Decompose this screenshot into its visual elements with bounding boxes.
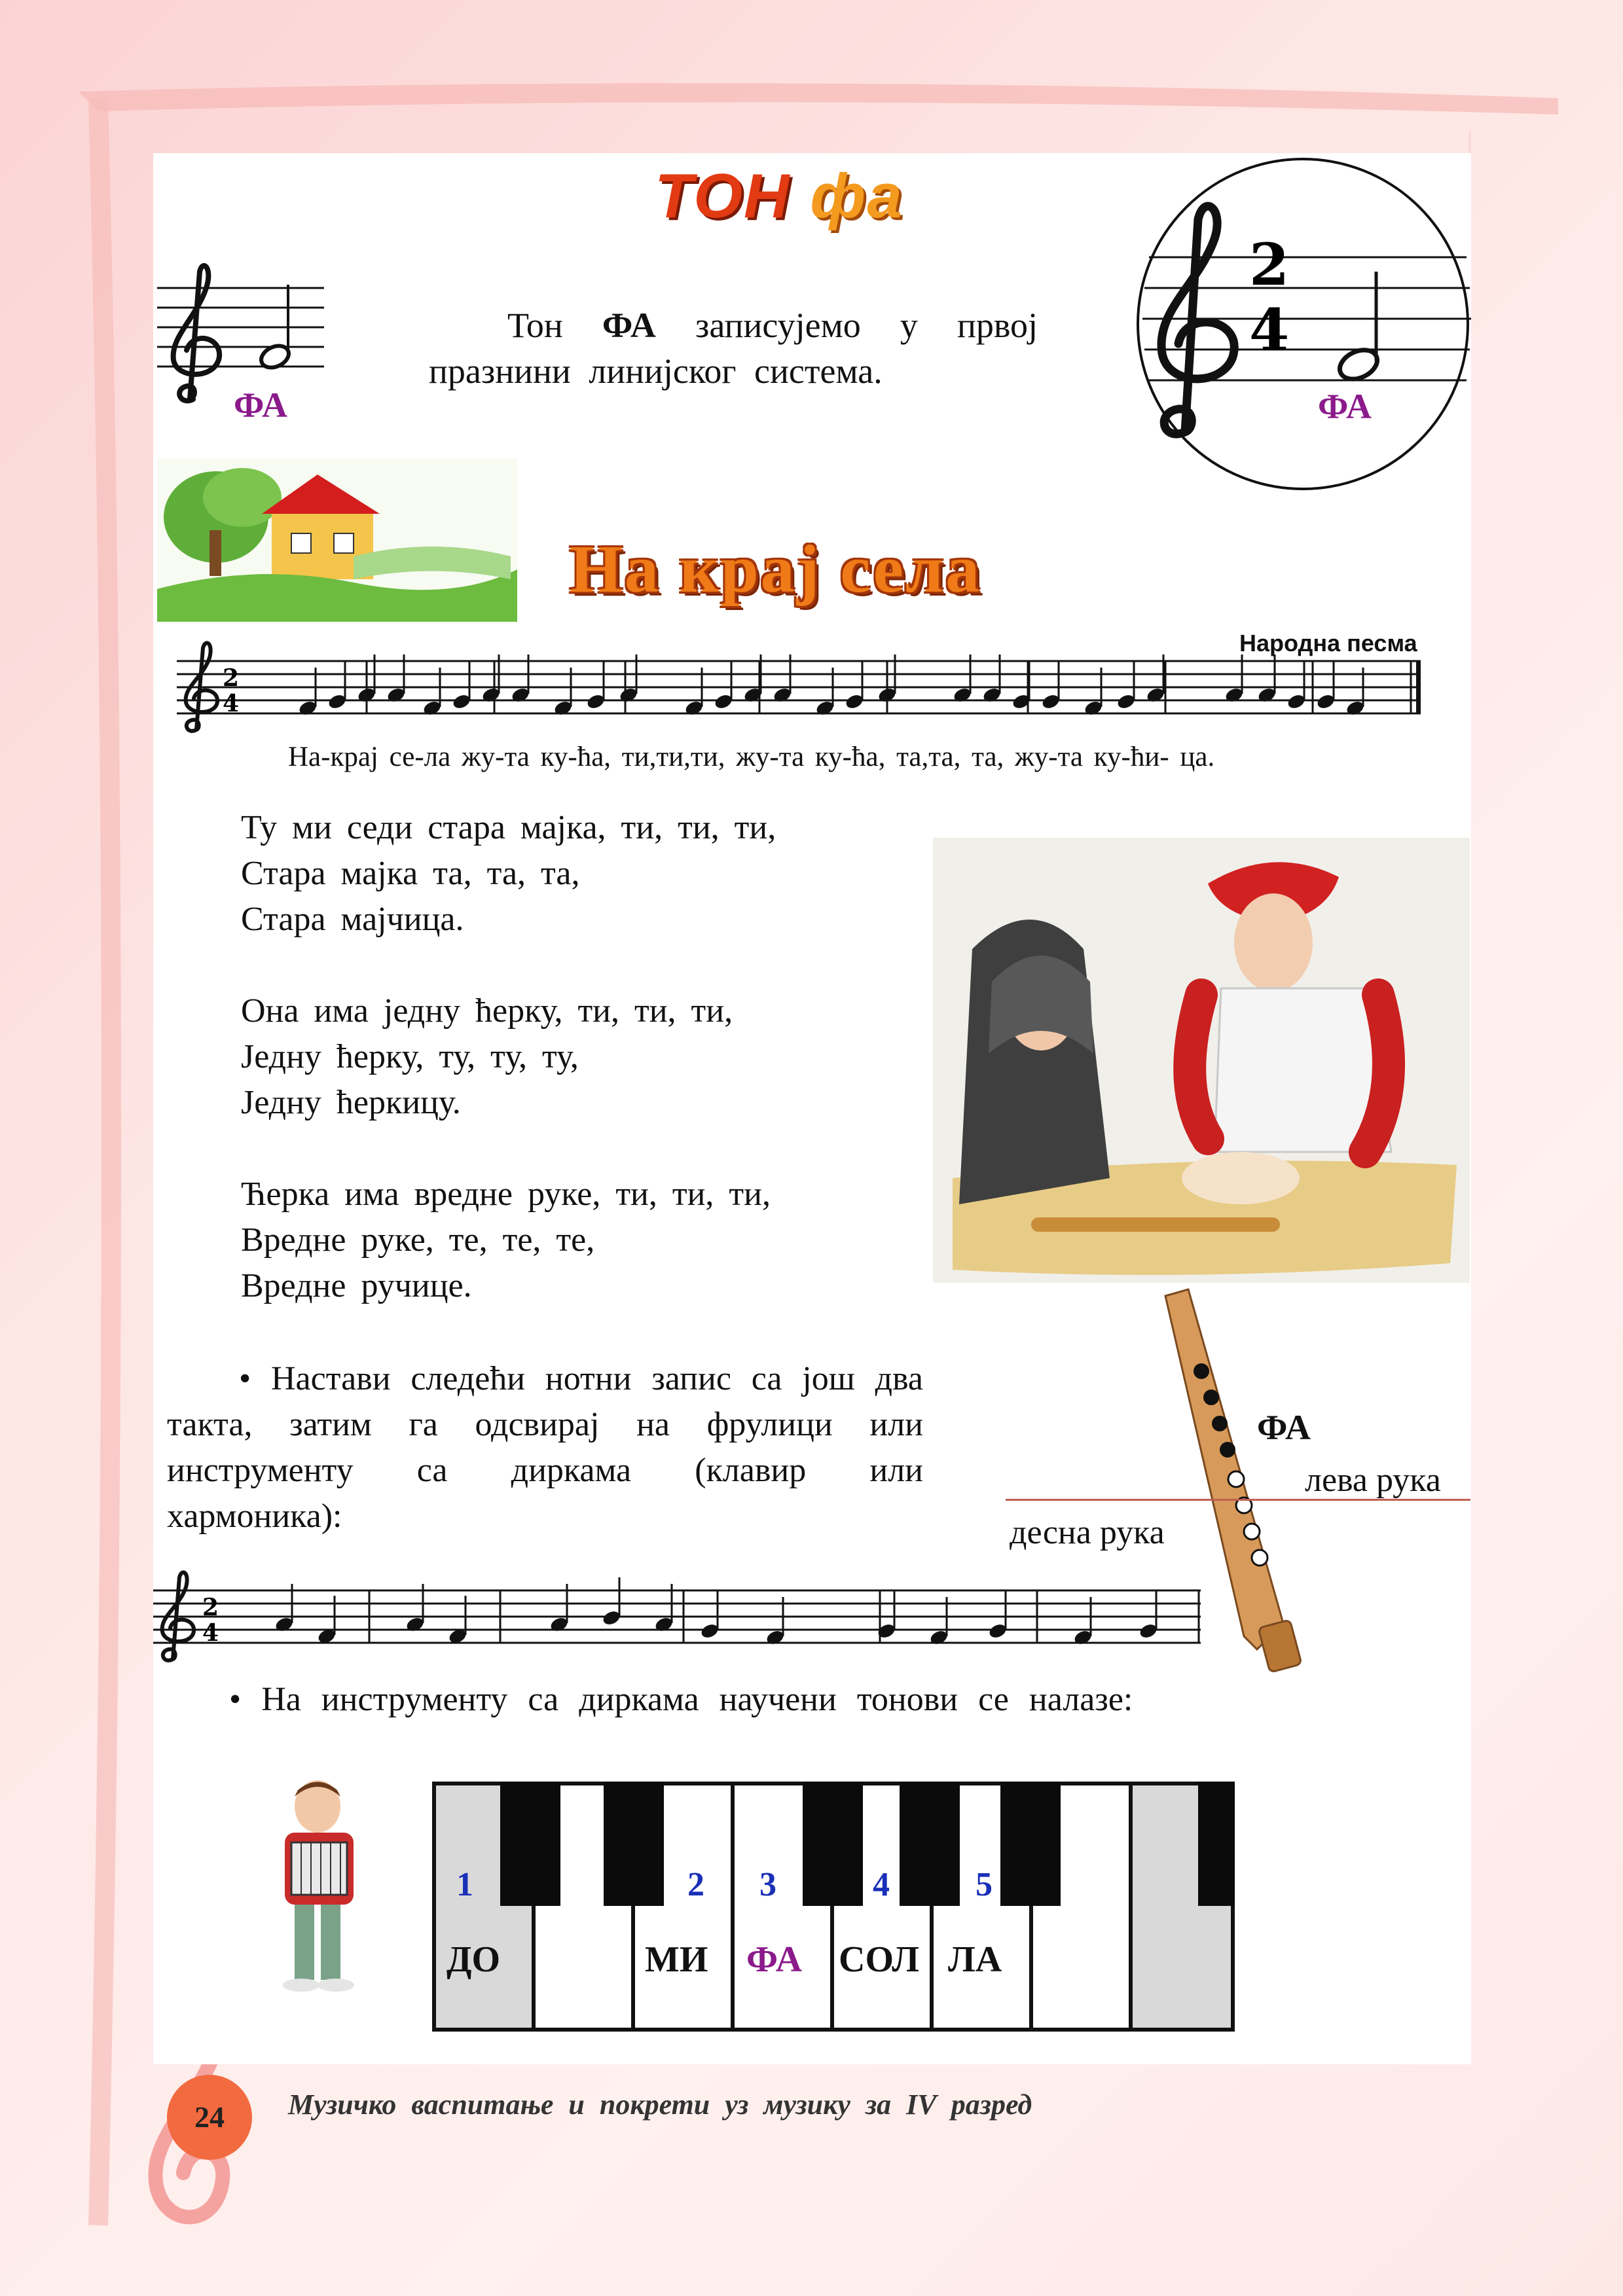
time-signature-bottom: 4 — [1249, 296, 1290, 364]
verse-1 — [241, 805, 776, 942]
intro-text: Тон ФА записујемо у првој празнини линијског система. — [429, 306, 1038, 391]
page-title: ТОН фа — [655, 161, 903, 231]
verse-line: Стара мајчица. — [241, 901, 464, 938]
left-hand-label: лева рука — [1305, 1462, 1441, 1499]
key-name-do: ДО — [447, 1939, 501, 1980]
black-key — [803, 1782, 863, 1906]
verse-line: Једну ћерку, ту, ту, ту, — [241, 1038, 579, 1075]
book-title-footer: Музичко васпитање и покрети уз музику за IV разред — [288, 2089, 1032, 2121]
house-illustration — [157, 458, 517, 622]
verse-line: Стара мајка та, та, та, — [241, 855, 580, 892]
key-name-sol: СОЛ — [839, 1939, 919, 1980]
key-name-mi: МИ — [645, 1939, 708, 1980]
svg-text:4: 4 — [202, 1619, 219, 1647]
verse-3 — [241, 1172, 771, 1309]
piano-keyboard — [432, 1782, 1235, 2032]
verse-line: Вредне ручице. — [241, 1267, 472, 1304]
treble-clef-icon — [173, 266, 220, 401]
mother-daughter-illustration — [933, 838, 1470, 1283]
key-number-5: 5 — [976, 1866, 993, 1903]
song-lyrics: На-крај се-ла жу-та ку-ћа, ти,ти,ти, жу-та ку-ћа, та,та, та, жу-та ку-ћи- ца. — [288, 742, 1215, 772]
black-key — [1198, 1782, 1235, 1906]
song-credit: Народна песма — [1239, 630, 1417, 656]
fa-label-circle: ФА — [1318, 387, 1372, 426]
key-number-3: 3 — [759, 1866, 776, 1903]
exercise-notes — [274, 1577, 1158, 1647]
svg-text:4: 4 — [223, 690, 240, 717]
song-notes — [297, 655, 1365, 717]
key-number-4: 4 — [873, 1866, 890, 1903]
key-number-1: 1 — [456, 1866, 473, 1903]
black-key — [500, 1782, 560, 1906]
svg-text:2: 2 — [202, 1594, 219, 1621]
exercise-staff — [153, 1568, 1201, 1666]
svg-text:2: 2 — [223, 664, 240, 692]
page-number: 24 — [167, 2075, 252, 2160]
verse-line: Једну ћеркицу. — [241, 1084, 461, 1121]
fa-label-small: ФА — [234, 386, 287, 425]
verse-line: Ту ми седи стара мајка, ти, ти, ти, — [241, 809, 776, 846]
accordion-boy-illustration — [259, 1777, 383, 1993]
fa-label-flute: ФА — [1257, 1408, 1311, 1447]
key-name-fa: ФА — [746, 1939, 803, 1980]
task-instruction-1: • Настави следећи нотни запис са још два такта, затим га одсвирај на фрулици или инструменту са диркама (клавир или хармоника): — [167, 1360, 923, 1535]
verse-2 — [241, 988, 733, 1126]
black-key — [1000, 1782, 1061, 1906]
song-title: На крај села — [570, 531, 982, 607]
circle-staff-fa — [1133, 154, 1473, 494]
right-hand-label: десна рука — [1010, 1514, 1165, 1551]
verse-line: Ћерка има вредне руке, ти, ти, ти, — [241, 1175, 771, 1213]
verse-line: Вредне руке, те, те, те, — [241, 1221, 595, 1259]
key-name-la: ЛА — [948, 1939, 1002, 1980]
task-instruction-2: • На инструменту са диркама научени тонови се налазе: — [229, 1681, 1133, 1718]
song-staff — [177, 638, 1421, 736]
black-key — [900, 1782, 960, 1906]
hand-divider — [1006, 1499, 1470, 1501]
verse-line: Она има једну ћерку, ти, ти, ти, — [241, 992, 733, 1030]
black-key — [604, 1782, 664, 1906]
time-signature-top: 2 — [1249, 230, 1290, 298]
key-number-2: 2 — [687, 1866, 704, 1903]
